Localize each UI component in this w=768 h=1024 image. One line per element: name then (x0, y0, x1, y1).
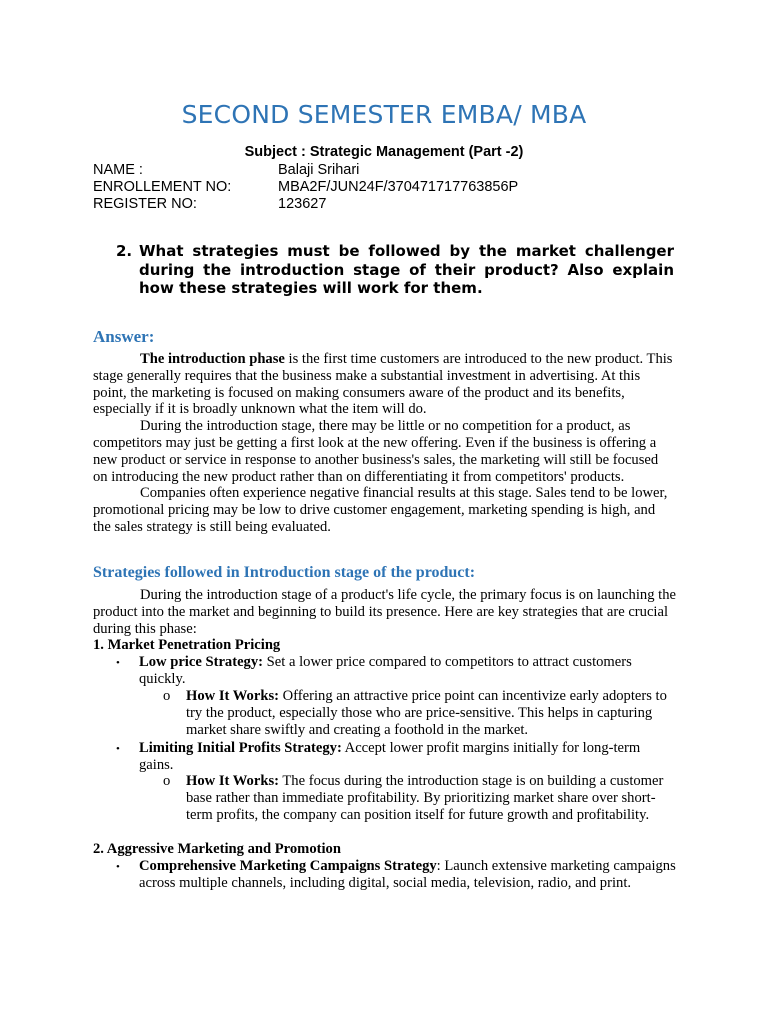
bullet-text: : Launch extensive marketing campaigns across multiple channels, including digital, social media, television, radio, and print. (139, 858, 676, 891)
list-item (116, 740, 676, 774)
list-item (116, 858, 676, 892)
sub-bullet-icon: o (163, 773, 171, 789)
bullet-icon: • (116, 743, 120, 755)
answer-heading: Answer: (93, 327, 155, 346)
question-text: What strategies must be followed by the market challenger during the introduction stage of their product? Also explain how these strategies will work for them. (139, 242, 674, 297)
info-key: NAME : (93, 162, 143, 178)
bullet-icon: • (116, 861, 120, 873)
sub-bullet-icon: o (163, 688, 171, 704)
question-number: 2. (116, 242, 133, 260)
paragraph-1-bold: The introduction phase (140, 351, 285, 367)
bullet-text: The focus during the introduction stage is on building a customer base rather than immediate profitability. By prioritizing market share over short-term profits, the company can position itself for future growth and profitability. (186, 773, 664, 823)
bullet-bold: Comprehensive Marketing Campaigns Strategy (139, 858, 437, 874)
document-title: SECOND SEMESTER EMBA/ MBA (181, 100, 587, 129)
bullet-icon: • (116, 657, 120, 669)
paragraph-1-text: is the first time customers are introduced to the new product. This stage generally requires that the business make a substantial investment in advertising. At this point, the marketing is focused on making consumers aware of the product and its benefits, especially if it is broadly unknown what the item will do. (93, 351, 673, 418)
subject-line: Subject : Strategic Management (Part -2) (244, 144, 524, 160)
bullet-bold: Low price Strategy: (139, 654, 264, 670)
question-block (116, 242, 674, 298)
bullet-bold: Limiting Initial Profits Strategy: (139, 740, 342, 756)
section-1-heading: 1. Market Penetration Pricing (93, 637, 281, 653)
list-item (116, 654, 676, 688)
info-value: 123627 (278, 196, 327, 212)
bullet-text: Offering an attractive price point can incentivize early adopters to try the product, especially those who are price-sensitive. This helps in capturing market share swiftly and creating a foothold in the market. (186, 688, 667, 738)
paragraph-1 (93, 351, 676, 418)
paragraph-3: Companies often experience negative financial results at this stage. Sales tend to be lower, promotional pricing may be low to drive customer engagement, marketing spending is high, and the sales strategy is still being evaluated. (93, 485, 668, 535)
info-value: MBA2F/JUN24F/370471717763856P (278, 179, 519, 195)
paragraph-4: During the introduction stage of a product's life cycle, the primary focus is on launching the product into the market and beginning to build its presence. Here are key strategies that are crucial during this phase: (93, 587, 676, 637)
section-2-heading: 2. Aggressive Marketing and Promotion (93, 841, 341, 857)
bullet-bold: How It Works: (186, 773, 279, 789)
list-item (163, 773, 676, 823)
strategies-heading: Strategies followed in Introduction stage of the product: (93, 564, 476, 581)
info-key: ENROLLEMENT NO: (93, 179, 232, 195)
bullet-bold: How It Works: (186, 688, 279, 704)
answer-paragraphs (93, 351, 676, 536)
bullet-text: Accept lower profit margins initially for long-term gains. (139, 740, 641, 773)
bullet-text: Set a lower price compared to competitors to attract customers quickly. (139, 654, 632, 687)
info-key: REGISTER NO: (93, 196, 197, 212)
info-value: Balaji Srihari (278, 162, 360, 178)
strategies-intro (93, 587, 676, 637)
list-item (163, 688, 676, 738)
paragraph-2: During the introduction stage, there may be little or no competition for a product, as competitors may just be getting a first look at the new offering. Even if the business is offering a new product or service in response to another business's sales, the marketing will still be focused on introducing the new product rather than on differentiating it from competitors' products. (93, 418, 659, 485)
